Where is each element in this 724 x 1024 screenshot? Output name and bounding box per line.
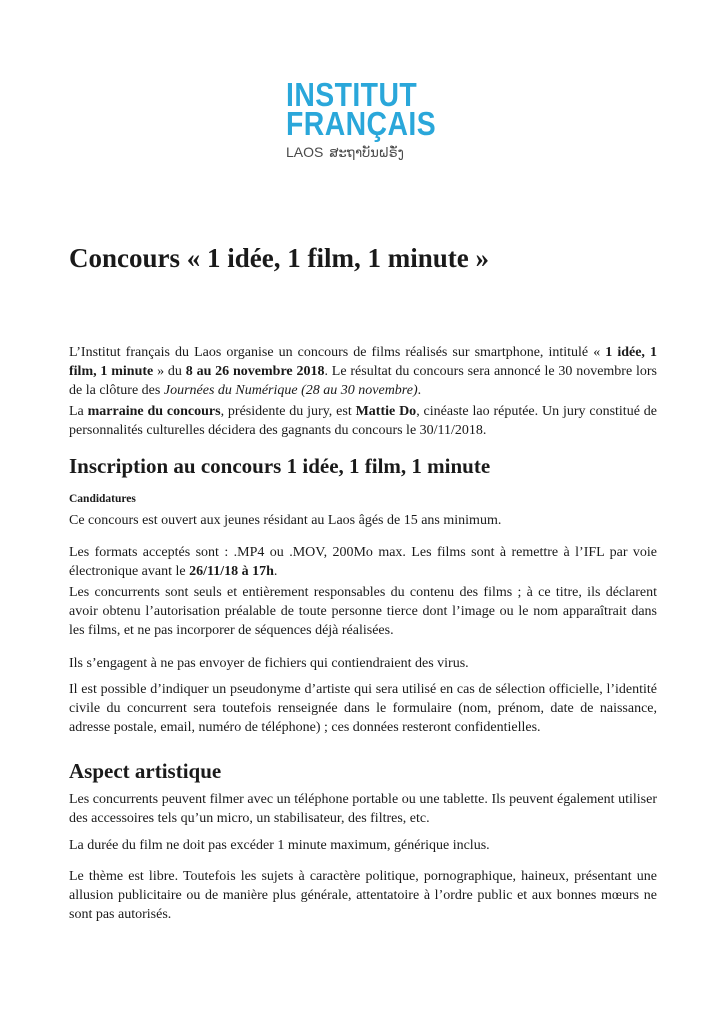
inscription-paragraph-3: Les concurrents sont seuls et entièrement responsables du contenu des films ; à ce titre, ils déclarent avoir obtenu l’autorisation préalable de toute personne tierce dont l’image ou le nom apparaîtrait dans les films, et ne pas incorporer de séquences déjà réalisées.	[69, 585, 657, 638]
inscription-paragraph-5: Il est possible d’indiquer un pseudonyme d’artiste qui sera utilisé en cas de sélection officielle, l’identité civile du concurrent sera toutefois renseignée dans le formulaire (nom, prénom, date de naissance, adresse postale, email, numéro de téléphone) ; ces données resteront confidentielles.	[69, 682, 657, 735]
section-heading-aspect: Aspect artistique	[69, 759, 222, 783]
aspect-paragraph-2: La durée du film ne doit pas excéder 1 minute maximum, générique inclus.	[69, 838, 490, 853]
subheading-candidatures: Candidatures	[69, 493, 136, 505]
section-heading-inscription: Inscription au concours 1 idée, 1 film, 1 minute	[69, 454, 491, 478]
text-segment: Les formats acceptés sont : .MP4 ou .MOV, 200Mo max. Les films sont à remettre à l’IFL par voie électronique avant le	[69, 545, 657, 579]
bold-segment: 26/11/18 à 17h	[189, 564, 274, 579]
aspect-paragraph-1: Les concurrents peuvent filmer avec un téléphone portable ou une tablette. Ils peuvent également utiliser des accessoires tels qu’un micro, un stabilisateur, des filtres, etc.	[69, 792, 657, 826]
inscription-paragraph-1: Ce concours est ouvert aux jeunes résidant au Laos âgés de 15 ans minimum.	[69, 513, 502, 528]
italic-segment: Journées du Numérique (28 au 30 novembre)	[163, 383, 418, 398]
institut-francais-logo	[286, 76, 446, 162]
text-segment: . Le résultat du concours sera annoncé le 30 novembre lors de la clôture des	[69, 364, 657, 398]
text-segment: , présidente du jury, est	[220, 404, 356, 419]
intro-paragraph-2	[69, 402, 657, 440]
logo-country: LAOS	[286, 144, 324, 160]
text-segment: La	[69, 404, 88, 419]
text-segment: L’Institut français du Laos organise un concours de films réalisés sur smartphone, intitulé «	[69, 345, 606, 360]
bold-segment: 8 au 26 novembre 2018	[185, 364, 325, 379]
logo-line-2: FRANÇAIS	[286, 105, 437, 142]
bold-segment: 1 idée, 1 film, 1 minute	[69, 345, 657, 379]
text-segment: , cinéaste lao réputée. Un jury constitué de personnalités culturelles décidera des gagnants du concours le 30/11/2018.	[69, 404, 657, 438]
inscription-paragraph-2	[69, 543, 657, 581]
page-title: Concours « 1 idée, 1 film, 1 minute »	[69, 243, 489, 273]
text-segment: .	[417, 383, 422, 398]
inscription-paragraph-4: Ils s’engagent à ne pas envoyer de fichiers qui contiendraient des virus.	[69, 656, 469, 671]
logo-line-1: INSTITUT	[286, 76, 418, 113]
logo-subtitle	[286, 144, 446, 162]
bold-segment: marraine du concours	[87, 404, 221, 419]
text-segment: .	[273, 564, 278, 579]
text-segment: » du	[153, 364, 186, 379]
intro-paragraph-1	[69, 343, 657, 400]
aspect-paragraph-3: Le thème est libre. Toutefois les sujets à caractère politique, pornographique, haineux, présentant une allusion publicitaire ou de manière plus générale, attentatoire à l’ordre public et aux bonnes mœurs ne sont pas autorisés.	[69, 869, 657, 922]
bold-segment: Mattie Do	[355, 404, 417, 419]
logo-lao-text: ສະຖາບັນຝຣັ່ງ	[329, 146, 404, 161]
